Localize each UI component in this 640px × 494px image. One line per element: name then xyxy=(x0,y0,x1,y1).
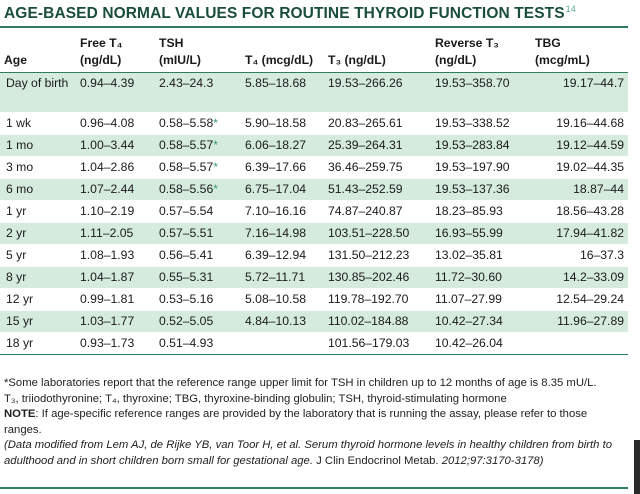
title-reference: 14 xyxy=(565,4,576,14)
cell-t3: 103.51–228.50 xyxy=(324,223,431,245)
cell-t3: 51.43–252.59 xyxy=(324,179,431,201)
table-row xyxy=(0,157,628,179)
cell-tsh: 0.58–5.58* xyxy=(155,113,241,135)
cell-tsh: 0.56–5.41 xyxy=(155,245,241,267)
cell-free-t4: 0.96–4.08 xyxy=(76,113,155,135)
cell-t3: 131.50–212.23 xyxy=(324,245,431,267)
cell-t4: 7.10–16.16 xyxy=(241,201,324,223)
cell-t4: 6.75–17.04 xyxy=(241,179,324,201)
cell-tsh: 0.52–5.05 xyxy=(155,311,241,333)
cell-free-t4: 0.94–4.39 xyxy=(76,73,155,113)
cell-reverse-t3: 16.93–55.99 xyxy=(431,223,531,245)
cell-free-t4: 1.04–1.87 xyxy=(76,267,155,289)
cell-tsh: 0.58–5.57* xyxy=(155,157,241,179)
cell-t4: 6.39–12.94 xyxy=(241,245,324,267)
cell-t4: 5.90–18.58 xyxy=(241,113,324,135)
tsh-footnote: *Some laboratories report that the reference range upper limit for TSH in children up to 12 months of age is 8.35 mU/L. xyxy=(4,377,597,389)
cell-free-t4: 1.07–2.44 xyxy=(76,179,155,201)
table-row xyxy=(0,179,628,201)
cell-free-t4: 1.03–1.77 xyxy=(76,311,155,333)
cell-reverse-t3: 11.07–27.99 xyxy=(431,289,531,311)
table-row xyxy=(0,245,628,267)
cell-t3: 119.78–192.70 xyxy=(324,289,431,311)
cell-t3: 110.02–184.88 xyxy=(324,311,431,333)
citation-journal: J Clin Endocrinol Metab. xyxy=(312,454,442,467)
title-bar xyxy=(0,0,628,27)
cell-tbg: 14.2–33.09 xyxy=(531,267,628,289)
cell-tbg: 17.94–41.82 xyxy=(531,223,628,245)
note-label: NOTE xyxy=(4,408,36,420)
cell-age: 18 yr xyxy=(0,333,76,355)
table-row xyxy=(0,113,628,135)
abbreviations: T₃, triiodothyronine; T₄, thyroxine; TBG, thyroxine-binding globulin; TSH, thyroid-stimulating hormone xyxy=(4,392,507,405)
tsh-footnote-marker: * xyxy=(213,116,218,130)
table-row xyxy=(0,267,628,289)
table-row xyxy=(0,333,628,355)
cell-t3: 130.85–202.46 xyxy=(324,267,431,289)
header-tbg: TBG (mcg/mL) xyxy=(531,28,628,73)
cell-t4: 6.06–18.27 xyxy=(241,135,324,157)
cell-t4: 4.84–10.13 xyxy=(241,311,324,333)
cell-free-t4: 0.99–1.81 xyxy=(76,289,155,311)
cell-age: 1 yr xyxy=(0,201,76,223)
cell-tsh: 0.57–5.54 xyxy=(155,201,241,223)
cell-t3: 36.46–259.75 xyxy=(324,157,431,179)
cell-age: 15 yr xyxy=(0,311,76,333)
cell-t3: 20.83–265.61 xyxy=(324,113,431,135)
cell-age: 3 mo xyxy=(0,157,76,179)
cell-tbg: 16–37.3 xyxy=(531,245,628,267)
cell-tsh: 0.58–5.57* xyxy=(155,135,241,157)
cell-free-t4: 1.04–2.86 xyxy=(76,157,155,179)
table-title-text: AGE-BASED NORMAL VALUES FOR ROUTINE THYROID FUNCTION TESTS xyxy=(4,5,565,22)
cell-t4: 6.39–17.66 xyxy=(241,157,324,179)
cell-reverse-t3: 18.23–85.93 xyxy=(431,201,531,223)
cell-reverse-t3: 11.72–30.60 xyxy=(431,267,531,289)
cell-free-t4: 1.10–2.19 xyxy=(76,201,155,223)
cell-tsh: 2.43–24.3 xyxy=(155,73,241,113)
cell-tbg: 19.16–44.68 xyxy=(531,113,628,135)
cell-tbg: 19.02–44.35 xyxy=(531,157,628,179)
cell-t3: 19.53–266.26 xyxy=(324,73,431,113)
cell-reverse-t3: 19.53–358.70 xyxy=(431,73,531,113)
cell-tbg: 19.17–44.7 xyxy=(531,73,628,113)
cell-age: 12 yr xyxy=(0,289,76,311)
cell-tsh: 0.53–5.16 xyxy=(155,289,241,311)
cell-tsh: 0.55–5.31 xyxy=(155,267,241,289)
header-t4: T₄ (mcg/dL) xyxy=(241,28,324,73)
cell-tbg: 18.56–43.28 xyxy=(531,201,628,223)
cell-t3: 74.87–240.87 xyxy=(324,201,431,223)
note-text: : If age-specific reference ranges are provided by the laboratory that is running the assay, please refer to those ranges. xyxy=(4,408,588,436)
citation-text: (Data modified from Lem AJ, de Rijke YB, van Toor H, et al. Serum thyroid hormone levels in healthy children from birth to adulthood and in short children born small for gestational age. xyxy=(4,439,613,467)
header-free-t4: Free T₄ (ng/dL) xyxy=(76,28,155,73)
cell-free-t4: 1.08–1.93 xyxy=(76,245,155,267)
cell-age: 5 yr xyxy=(0,245,76,267)
cell-tbg: 19.12–44.59 xyxy=(531,135,628,157)
cell-age: Day of birth xyxy=(0,73,76,113)
header-t3: T₃ (ng/dL) xyxy=(324,28,431,73)
cell-free-t4: 1.00–3.44 xyxy=(76,135,155,157)
bottom-rule xyxy=(0,487,628,489)
header-reverse-t3: Reverse T₃ (ng/dL) xyxy=(431,28,531,73)
page-edge xyxy=(628,0,640,494)
cell-t4 xyxy=(241,333,324,355)
lab-note xyxy=(4,407,620,438)
cell-tbg: 12.54–29.24 xyxy=(531,289,628,311)
cell-free-t4: 1.11–2.05 xyxy=(76,223,155,245)
table-row xyxy=(0,135,628,157)
header-row xyxy=(0,28,628,73)
cell-t4: 7.16–14.98 xyxy=(241,223,324,245)
table-row xyxy=(0,201,628,223)
cell-age: 8 yr xyxy=(0,267,76,289)
cell-reverse-t3: 19.53–283.84 xyxy=(431,135,531,157)
cell-t3: 101.56–179.03 xyxy=(324,333,431,355)
table-row xyxy=(0,289,628,311)
citation xyxy=(4,438,620,469)
cell-age: 1 mo xyxy=(0,135,76,157)
thyroid-reference-table xyxy=(0,28,628,355)
cell-reverse-t3: 10.42–26.04 xyxy=(431,333,531,355)
cell-t3: 25.39–264.31 xyxy=(324,135,431,157)
page-edge-mark xyxy=(634,440,640,494)
cell-tsh: 0.58–5.56* xyxy=(155,179,241,201)
cell-t4: 5.85–18.68 xyxy=(241,73,324,113)
cell-reverse-t3: 19.53–338.52 xyxy=(431,113,531,135)
cell-free-t4: 0.93–1.73 xyxy=(76,333,155,355)
cell-reverse-t3: 19.53–137.36 xyxy=(431,179,531,201)
cell-age: 1 wk xyxy=(0,113,76,135)
cell-t4: 5.08–10.58 xyxy=(241,289,324,311)
cell-reverse-t3: 19.53–197.90 xyxy=(431,157,531,179)
header-tsh: TSH (mIU/L) xyxy=(155,28,241,73)
cell-tbg: 11.96–27.89 xyxy=(531,311,628,333)
tsh-footnote-marker: * xyxy=(213,160,218,174)
citation-end: 2012;97:3170-3178) xyxy=(441,454,544,467)
table-row xyxy=(0,73,628,113)
table-title xyxy=(4,4,576,23)
table-row xyxy=(0,223,628,245)
cell-tbg xyxy=(531,333,628,355)
table-row xyxy=(0,311,628,333)
tsh-footnote-marker: * xyxy=(213,182,218,196)
cell-age: 6 mo xyxy=(0,179,76,201)
cell-age: 2 yr xyxy=(0,223,76,245)
cell-reverse-t3: 10.42–27.34 xyxy=(431,311,531,333)
header-age: Age xyxy=(0,28,76,73)
tsh-footnote-marker: * xyxy=(213,138,218,152)
cell-t4: 5.72–11.71 xyxy=(241,267,324,289)
table-notes xyxy=(4,376,620,469)
cell-reverse-t3: 13.02–35.81 xyxy=(431,245,531,267)
cell-tsh: 0.57–5.51 xyxy=(155,223,241,245)
cell-tbg: 18.87–44 xyxy=(531,179,628,201)
cell-tsh: 0.51–4.93 xyxy=(155,333,241,355)
